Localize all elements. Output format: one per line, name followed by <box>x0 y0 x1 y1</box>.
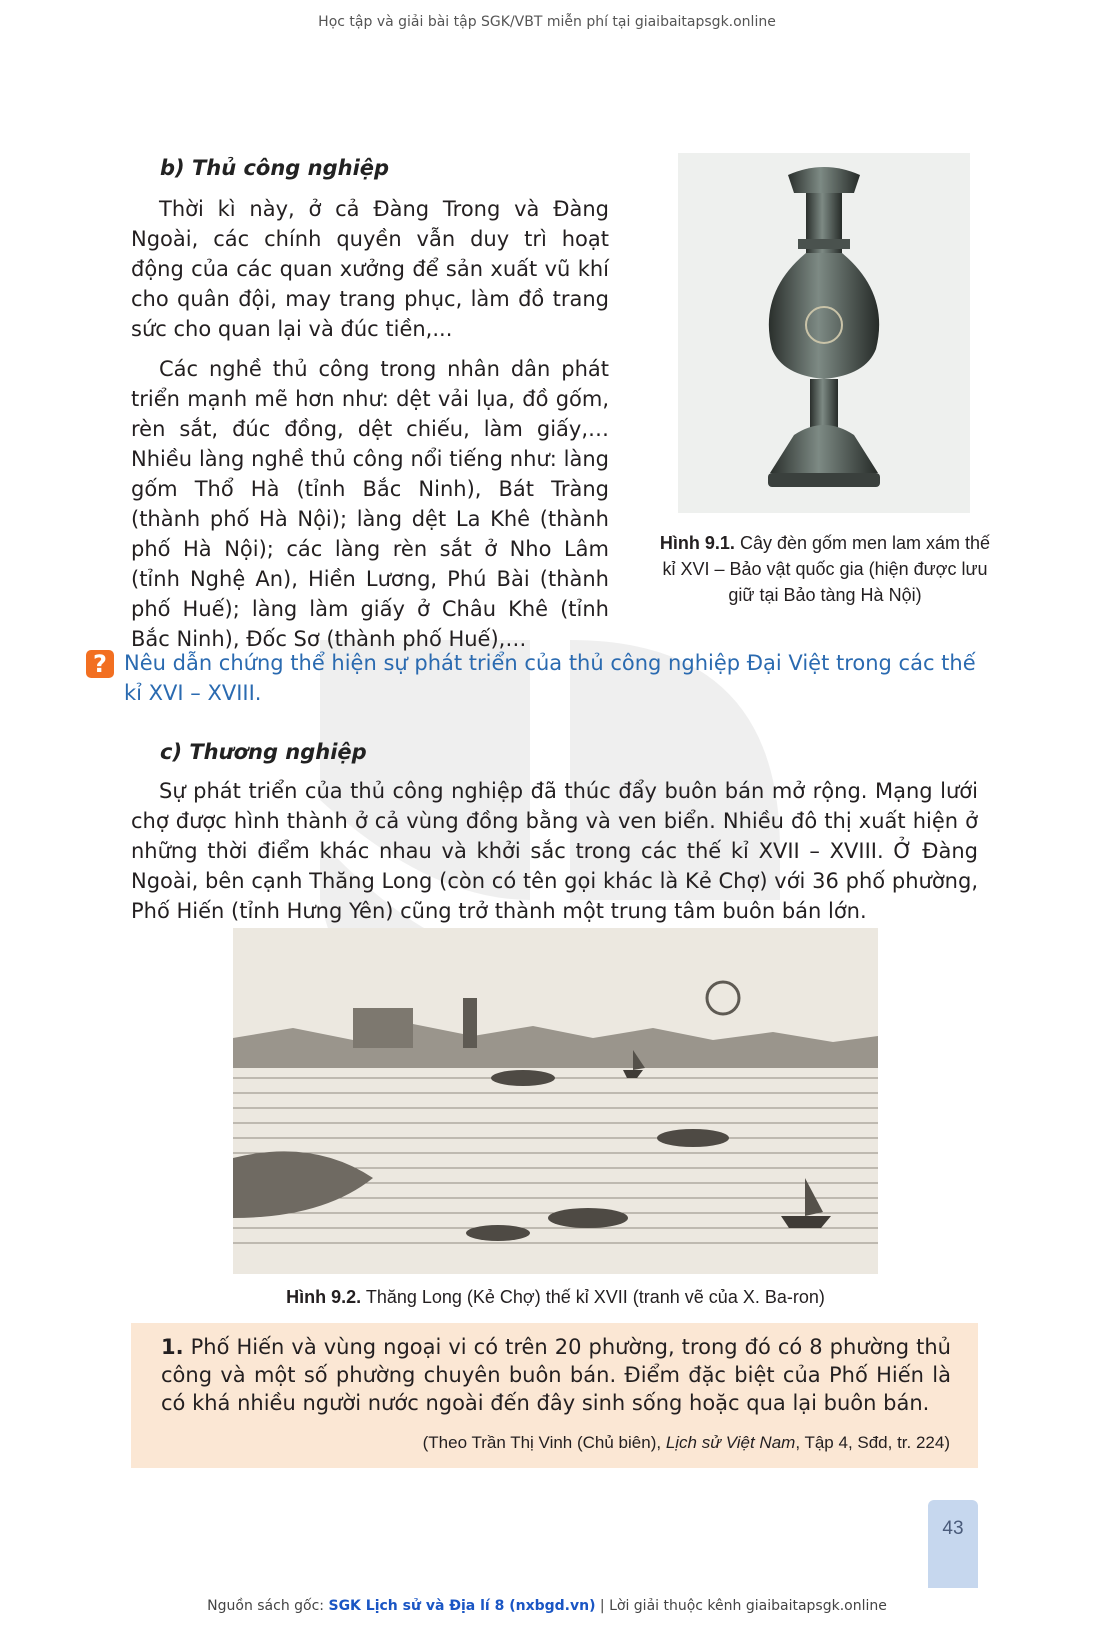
footer-suffix: | Lời giải thuộc kênh giaibaitapsgk.online <box>595 1598 887 1614</box>
footer-prefix: Nguồn sách gốc: <box>207 1598 329 1614</box>
source-body: Phố Hiến và vùng ngoại vi có trên 20 phường, trong đó có 8 phường thủ công và một số phường chuyên buôn bán. Điểm đặc biệt của Phố Hiến là có khá nhiều người nước ngoài đến đây sinh sống hoặc qua lại buôn bán. <box>161 1335 951 1415</box>
thang-long-painting <box>233 928 878 1274</box>
figure-9-1-caption <box>655 530 995 608</box>
section-b-paragraph-1: Thời kì này, ở cả Đàng Trong và Đàng Ngoài, các chính quyền vẫn duy trì hoạt động của các quan xưởng để sản xuất vũ khí cho quân đội, may trang phục, làm đồ trang sức cho quan lại và đúc tiền,... <box>131 197 609 341</box>
section-c-heading: c) Thương nghiệp <box>160 740 367 764</box>
page-number-tab <box>928 1500 978 1588</box>
figure-9-1-label: Hình 9.1. <box>659 533 735 553</box>
source-citation <box>423 1433 950 1453</box>
citation-suffix: , Tập 4, Sđd, tr. 224) <box>795 1433 950 1452</box>
figure-9-2-label: Hình 9.2. <box>286 1287 362 1307</box>
footer <box>0 1598 1094 1614</box>
section-b-heading: b) Thủ công nghiệp <box>160 156 390 180</box>
question-icon: ? <box>86 650 114 678</box>
section-b-paragraph-2: Các nghề thủ công trong nhân dân phát triển mạnh mẽ hơn như: dệt vải lụa, đồ gốm, rèn sắt, đúc đồng, dệt chiếu, làm giấy,… Nhiều làng nghề thủ công nổi tiếng như: làng gốm Thổ Hà (tỉnh Bắc Ninh), Bát Tràng (thành phố Hà Nội); làng dệt La Khê (thành phố Hà Nội); các làng rèn sắt ở Nho Lâm (tỉnh Nghệ An), Hiền Lương, Phú Bài (thành phố Huế); làng làm giấy ở Châu Khê (tỉnh Bắc Ninh), Đốc Sơ (thành phố Huế),… <box>131 357 609 651</box>
figure-9-2-text: Thăng Long (Kẻ Chợ) thế kỉ XVII (tranh vẽ của X. Ba-ron) <box>365 1287 825 1307</box>
ceramic-lamp-illustration <box>678 153 970 513</box>
citation-title: Lịch sử Việt Nam <box>665 1433 796 1452</box>
section-c-paragraph: Sự phát triển của thủ công nghiệp đã thúc đẩy buôn bán mở rộng. Mạng lưới chợ được hình thành ở cả vùng đồng bằng và ven biển. Nhiều đô thị xuất hiện ở những thời điểm khác nhau và khởi sắc trong các thế kỉ XVII – XVIII. Ở Đàng Ngoài, bên cạnh Thăng Long (còn có tên gọi khác là Kẻ Chợ) với 36 phố phường, Phố Hiến (tỉnh Hưng Yên) cũng trở thành một trung tâm buôn bán lớn. <box>131 779 978 923</box>
citation-prefix: (Theo Trần Thị Vinh (Chủ biên), <box>422 1433 666 1452</box>
figure-9-2-caption <box>233 1284 878 1310</box>
source-text <box>161 1333 951 1417</box>
source-number: 1. <box>161 1335 184 1359</box>
source-box <box>131 1323 978 1468</box>
footer-source-link[interactable]: SGK Lịch sử và Địa lí 8 (nxbgd.vn) <box>328 1598 596 1614</box>
section-b-text <box>131 194 609 654</box>
vase-image <box>678 153 970 513</box>
top-watermark: Học tập và giải bài tập SGK/VBT miễn phí tại giaibaitapsgk.online <box>318 14 776 30</box>
page-number: 43 <box>942 1518 964 1539</box>
question-text: Nêu dẫn chứng thể hiện sự phát triển của thủ công nghiệp Đại Việt trong các thế kỉ XVI – XVIII. <box>124 651 976 705</box>
figure-9-1-text: Cây đèn gốm men lam xám thế kỉ XVI – Bảo vật quốc gia (hiện được lưu giữ tại Bảo tàng Hà Nội) <box>662 533 991 605</box>
thang-long-illustration <box>233 928 878 1274</box>
